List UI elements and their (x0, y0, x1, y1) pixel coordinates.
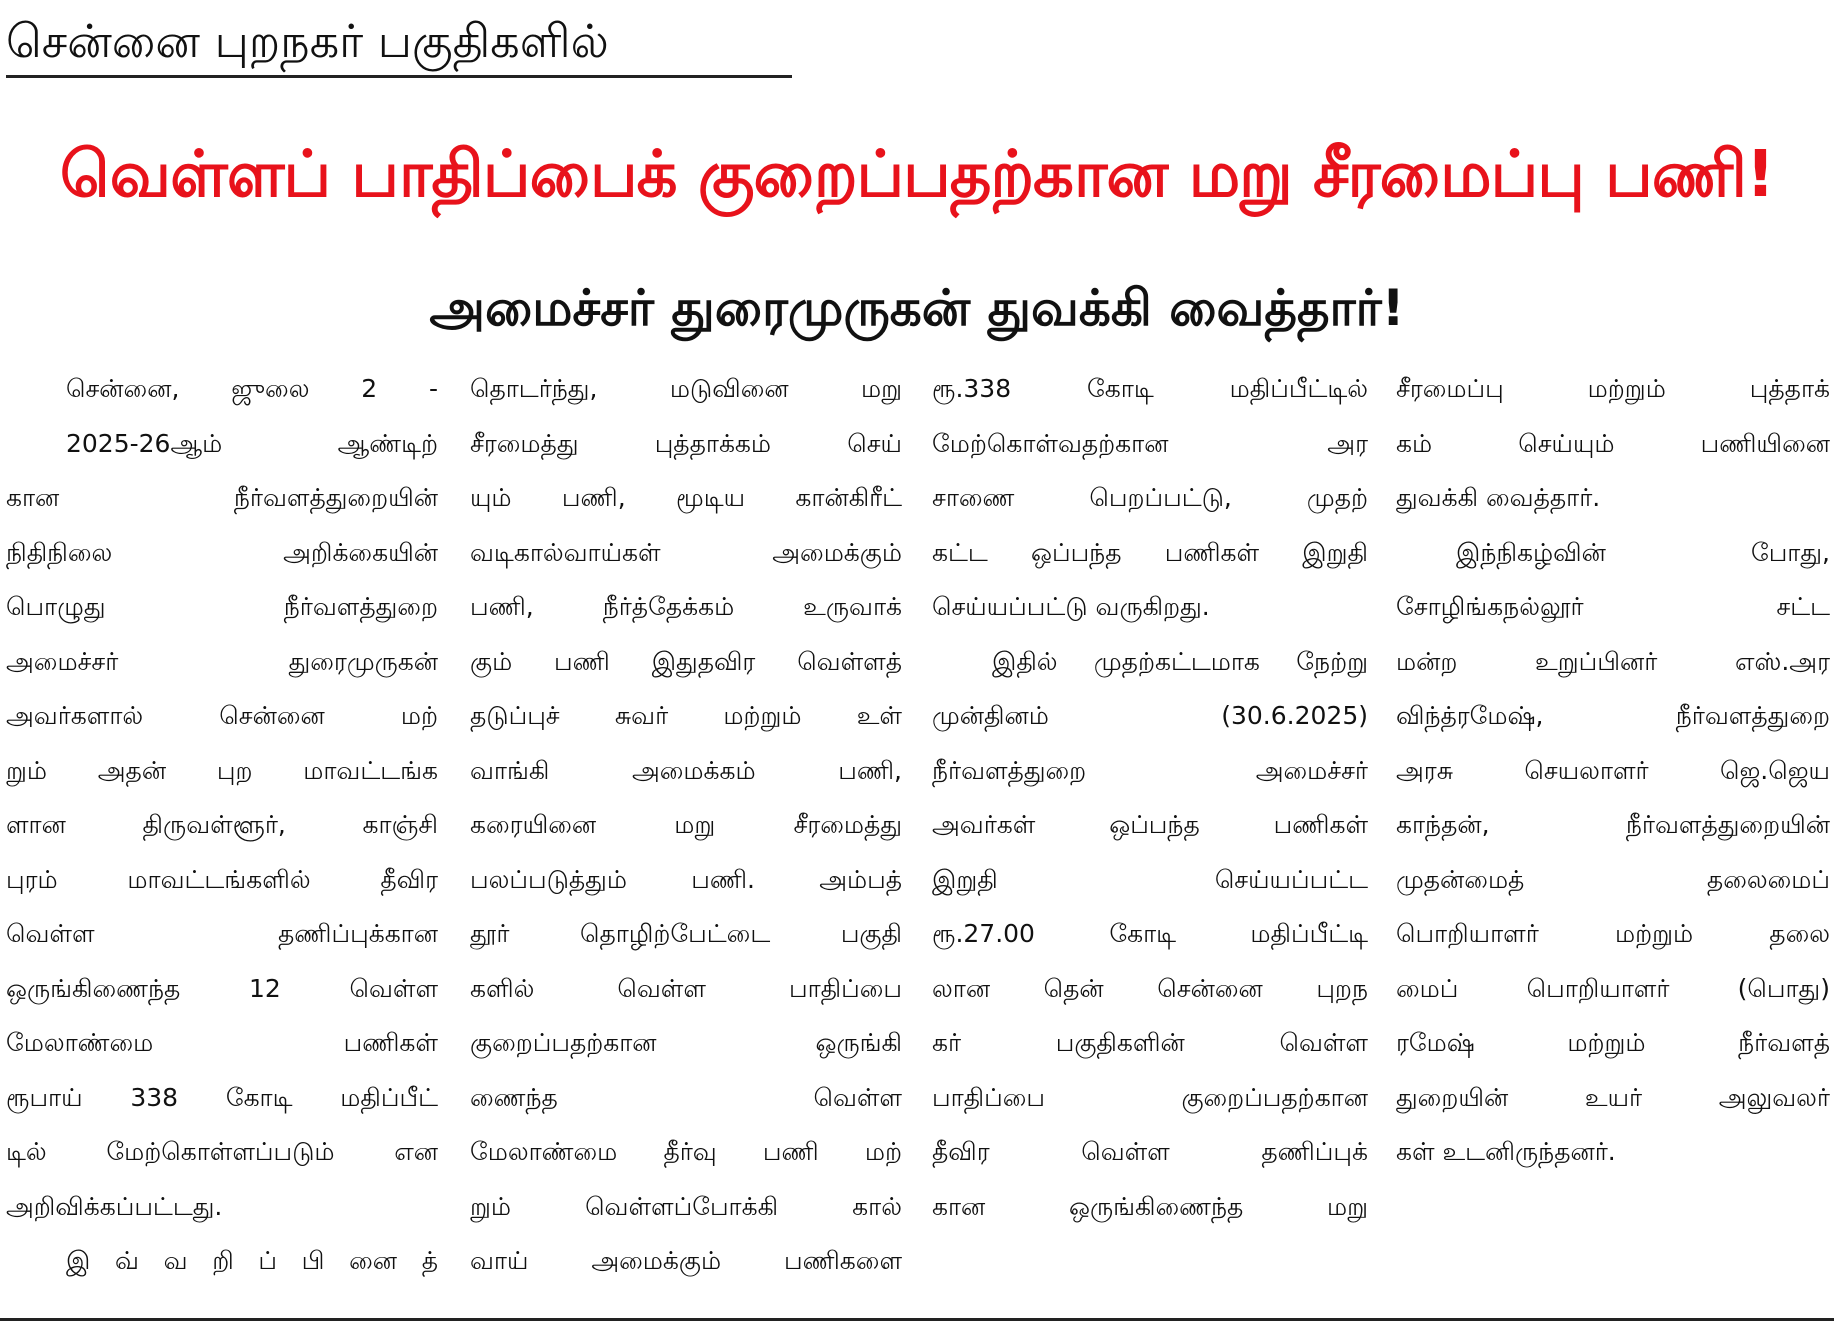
text-line: கும் பணி இதுதவிர வெள்ளத் (470, 646, 902, 676)
text-line: களில் வெள்ள பாதிப்பை (470, 973, 902, 1003)
headline: வெள்ளப் பாதிப்பைக் குறைப்பதற்கான மறு சீரமைப்பு பணி! (59, 138, 1775, 212)
text-line: சென்னை, ஜுலை 2 - (66, 374, 438, 403)
text-line: குறைப்பதற்கான ஒருங்கி (470, 1028, 902, 1057)
text-line: பணி, நீர்த்தேக்கம் உருவாக் (470, 592, 902, 621)
text-line: றும் அதன் புற மாவட்டங்க (6, 755, 438, 785)
text-line: பொறியாளர் மற்றும் தலை (1396, 919, 1830, 948)
text-line: வாங்கி அமைக்கம் பணி, (470, 755, 902, 785)
text-line: கர் பகுதிகளின் வெள்ள (932, 1028, 1368, 1057)
text-line: மன்ற உறுப்பினர் எஸ்.அர (1396, 646, 1830, 676)
text-line: அமைச்சர் துரைமுருகன் (6, 646, 438, 676)
article-column-1 (6, 362, 438, 1280)
text-line: விந்த்ரமேஷ், நீர்வளத்துறை (1396, 701, 1830, 730)
text-line: பொழுது நீர்வளத்துறை (6, 592, 438, 621)
text-line: ரூ.27.00 கோடி மதிப்பீட்டி (932, 919, 1368, 948)
bottom-divider (0, 1318, 1834, 1321)
text-line: லான தென் சென்னை புறந (932, 973, 1368, 1003)
subheadline: அமைச்சர் துரைமுருகன் துவக்கி வைத்தார்! (429, 279, 1405, 337)
text-line: ஒருங்கிணைந்த 12 வெள்ள (6, 973, 438, 1003)
text-line: அறிவிக்கப்பட்டது. (6, 1191, 223, 1221)
article-column-4 (1396, 362, 1830, 1280)
text-line: தொடர்ந்து, மடுவினை மறு (470, 374, 902, 403)
text-line: சீரமைப்பு மற்றும் புத்தாக் (1396, 374, 1830, 403)
text-line: தீவிர வெள்ள தணிப்புக் (932, 1137, 1368, 1166)
text-line: புரம் மாவட்டங்களில் தீவிர (6, 864, 438, 894)
text-line: கட்ட ஒப்பந்த பணிகள் இறுதி (932, 537, 1368, 567)
text-line: ணைந்த வெள்ள (470, 1082, 902, 1112)
text-line: தடுப்புச் சுவர் மற்றும் உள் (470, 701, 902, 730)
text-line: அவர்களால் சென்னை மற் (6, 701, 438, 730)
text-line: தூர் தொழிற்பேட்டை பகுதி (470, 919, 902, 948)
text-line: இ வ் வ றி ப் பி னை த் (66, 1246, 438, 1275)
text-line: மேற்கொள்வதற்கான அர (932, 428, 1368, 458)
text-line: அவர்கள் ஒப்பந்த பணிகள் (932, 810, 1368, 839)
text-line: அரசு செயலாளர் ஜெ.ஜெய (1396, 755, 1830, 785)
article-body (0, 362, 1834, 1280)
text-line: துறையின் உயர் அலுவலர் (1396, 1082, 1830, 1112)
text-line: கான ஒருங்கிணைந்த மறு (932, 1191, 1368, 1221)
text-line: 2025-26ஆம் ஆண்டிற் (66, 428, 438, 458)
text-line: மைப் பொறியாளர் (பொது) (1396, 973, 1830, 1003)
text-line: கம் செய்யும் பணியினை (1396, 428, 1830, 458)
text-line: கள் உடனிருந்தனர். (1396, 1137, 1616, 1166)
text-line: மேலாண்மை பணிகள் (6, 1028, 438, 1057)
text-line: ரமேஷ் மற்றும் நீர்வளத் (1396, 1028, 1830, 1057)
text-line: இதில் முதற்கட்டமாக நேற்று (992, 646, 1368, 676)
text-line: கரையினை மறு சீரமைத்து (470, 810, 902, 839)
text-line: இந்நிகழ்வின் போது, (1456, 537, 1830, 567)
text-line: யும் பணி, மூடிய கான்கிரீட் (470, 483, 902, 512)
text-line: ரூ.338 கோடி மதிப்பீட்டில் (932, 374, 1368, 403)
text-line: வாய் அமைக்கும் பணிகளை (470, 1246, 902, 1275)
text-line: நீர்வளத்துறை அமைச்சர் (932, 755, 1368, 785)
text-line: கான நீர்வளத்துறையின் (6, 483, 438, 512)
text-line: பலப்படுத்தும் பணி. அம்பத் (470, 864, 902, 894)
text-line: டில் மேற்கொள்ளப்படும் என (6, 1137, 438, 1166)
text-line: வடிகால்வாய்கள் அமைக்கும் (470, 537, 902, 567)
text-line: பாதிப்பை குறைப்பதற்கான (932, 1082, 1368, 1112)
text-line: துவக்கி வைத்தார். (1396, 483, 1601, 512)
text-line: காந்தன், நீர்வளத்துறையின் (1396, 810, 1830, 839)
text-line: நிதிநிலை அறிக்கையின் (6, 537, 438, 567)
text-line: முதன்மைத் தலைமைப் (1396, 864, 1830, 894)
article-column-2 (470, 362, 902, 1280)
text-line: சாணை பெறப்பட்டு, முதற் (932, 483, 1368, 512)
text-line: முன்தினம் (30.6.2025) (932, 701, 1368, 730)
text-line: ளான திருவள்ளூர், காஞ்சி (6, 810, 438, 839)
article-column-3 (932, 362, 1368, 1280)
text-line: செய்யப்பட்டு வருகிறது. (932, 592, 1210, 621)
text-line: ரூபாய் 338 கோடி மதிப்பீட் (6, 1082, 438, 1112)
kicker: சென்னை புறநகர் பகுதிகளில் (6, 8, 792, 78)
text-line: சீரமைத்து புத்தாக்கம் செய் (470, 428, 902, 458)
text-line: இறுதி செய்யப்பட்ட (932, 864, 1368, 894)
text-line: வெள்ள தணிப்புக்கான (6, 919, 438, 948)
text-line: றும் வெள்ளப்போக்கி கால் (470, 1191, 902, 1221)
text-line: சோழிங்கநல்லூர் சட்ட (1396, 592, 1830, 621)
text-line: மேலாண்மை தீர்வு பணி மற் (470, 1137, 902, 1166)
